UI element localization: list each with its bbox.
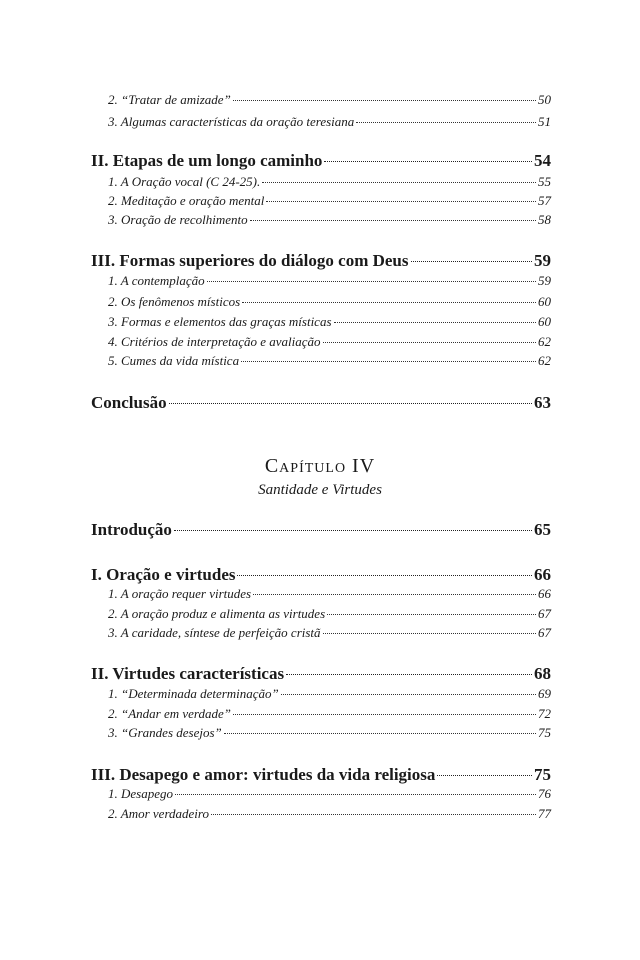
toc-subentry bbox=[108, 273, 551, 289]
entry-page: 77 bbox=[538, 806, 551, 821]
dot-leader bbox=[233, 100, 536, 101]
toc-subentry bbox=[108, 212, 551, 228]
entry-title: 2. A oração produz e alimenta as virtudes bbox=[108, 606, 326, 621]
dot-leader bbox=[175, 794, 536, 795]
toc-section-entry bbox=[91, 565, 551, 585]
toc-subentry bbox=[108, 353, 551, 369]
entry-page: 75 bbox=[538, 725, 551, 740]
toc-subentry bbox=[108, 686, 551, 702]
entry-title: 1. Desapego bbox=[108, 786, 173, 801]
dot-leader bbox=[169, 403, 532, 404]
entry-page: 57 bbox=[538, 193, 551, 208]
dot-leader bbox=[224, 733, 536, 734]
toc-section-entry bbox=[91, 664, 551, 684]
dot-leader bbox=[242, 302, 536, 303]
toc-subentry bbox=[108, 314, 551, 330]
entry-title: 3. Algumas características da oração teresiana bbox=[108, 114, 355, 129]
dot-leader bbox=[253, 594, 536, 595]
toc-section-entry bbox=[91, 151, 551, 171]
section-page: 59 bbox=[534, 251, 551, 270]
entry-title: 5. Cumes da vida mística bbox=[108, 353, 240, 368]
entry-title: 4. Critérios de interpretação e avaliação bbox=[108, 334, 321, 349]
section-title: III. Desapego e amor: virtudes da vida religiosa bbox=[91, 765, 436, 784]
dot-leader bbox=[411, 261, 533, 262]
entry-title: 1. A contemplação bbox=[108, 273, 205, 288]
toc-subentry bbox=[108, 114, 551, 130]
toc-subentry bbox=[108, 294, 551, 310]
section-page: 65 bbox=[534, 520, 551, 539]
toc-subentry bbox=[108, 725, 551, 741]
entry-title: 2. Os fenômenos místicos bbox=[108, 294, 241, 309]
entry-title: 3. “Grandes desejos” bbox=[108, 725, 222, 740]
toc-subentry bbox=[108, 334, 551, 350]
dot-leader bbox=[327, 614, 536, 615]
section-page: 54 bbox=[534, 151, 551, 170]
dot-leader bbox=[233, 714, 536, 715]
dot-leader bbox=[174, 530, 532, 531]
section-page: 75 bbox=[534, 765, 551, 784]
entry-page: 72 bbox=[538, 706, 551, 721]
section-title: III. Formas superiores do diálogo com Deus bbox=[91, 251, 409, 270]
entry-title: 3. Formas e elementos das graças místicas bbox=[108, 314, 332, 329]
entry-page: 67 bbox=[538, 606, 551, 621]
dot-leader bbox=[324, 161, 532, 162]
dot-leader bbox=[262, 182, 536, 183]
entry-page: 67 bbox=[538, 625, 551, 640]
section-title: II. Etapas de um longo caminho bbox=[91, 151, 323, 170]
entry-page: 66 bbox=[538, 586, 551, 601]
entry-page: 62 bbox=[538, 334, 551, 349]
toc-subentry bbox=[108, 92, 551, 108]
section-title: Conclusão bbox=[91, 393, 167, 412]
dot-leader bbox=[237, 575, 532, 576]
dot-leader bbox=[266, 201, 536, 202]
toc-section-entry bbox=[91, 520, 551, 540]
toc-subentry bbox=[108, 193, 551, 209]
entry-title: 2. “Tratar de amizade” bbox=[108, 92, 231, 107]
section-title: II. Virtudes características bbox=[91, 664, 285, 683]
toc-section-entry bbox=[91, 765, 551, 785]
dot-leader bbox=[286, 674, 532, 675]
dot-leader bbox=[207, 281, 536, 282]
dot-leader bbox=[250, 220, 536, 221]
entry-title: 3. A caridade, síntese de perfeição cristã bbox=[108, 625, 321, 640]
entry-title: 1. A Oração vocal (C 24-25). bbox=[108, 174, 261, 189]
dot-leader bbox=[323, 633, 536, 634]
entry-page: 59 bbox=[538, 273, 551, 288]
entry-page: 55 bbox=[538, 174, 551, 189]
entry-title: 2. Meditação e oração mental bbox=[108, 193, 265, 208]
entry-title: 3. Oração de recolhimento bbox=[108, 212, 248, 227]
dot-leader bbox=[437, 775, 532, 776]
section-page: 63 bbox=[534, 393, 551, 412]
entry-page: 60 bbox=[538, 314, 551, 329]
toc-subentry bbox=[108, 625, 551, 641]
toc-section-entry bbox=[91, 251, 551, 271]
entry-page: 76 bbox=[538, 786, 551, 801]
toc-subentry bbox=[108, 174, 551, 190]
section-title: Introdução bbox=[91, 520, 172, 539]
dot-leader bbox=[211, 814, 536, 815]
entry-page: 51 bbox=[538, 114, 551, 129]
entry-page: 50 bbox=[538, 92, 551, 107]
entry-title: 2. “Andar em verdade” bbox=[108, 706, 232, 721]
entry-title: 1. “Determinada determinação” bbox=[108, 686, 279, 701]
entry-page: 69 bbox=[538, 686, 551, 701]
dot-leader bbox=[356, 122, 536, 123]
dot-leader bbox=[281, 694, 536, 695]
chapter-title: Capítulo IV bbox=[264, 455, 376, 477]
dot-leader bbox=[323, 342, 536, 343]
entry-page: 62 bbox=[538, 353, 551, 368]
chapter-subtitle: Santidade e Virtudes bbox=[258, 482, 382, 498]
dot-leader bbox=[334, 322, 536, 323]
entry-page: 60 bbox=[538, 294, 551, 309]
section-title: I. Oração e virtudes bbox=[91, 565, 236, 584]
toc-section-entry bbox=[91, 393, 551, 413]
section-page: 66 bbox=[534, 565, 551, 584]
entry-title: 1. A oração requer virtudes bbox=[108, 586, 252, 601]
entry-page: 58 bbox=[538, 212, 551, 227]
toc-subentry bbox=[108, 586, 551, 602]
toc-subentry bbox=[108, 806, 551, 822]
toc-subentry bbox=[108, 706, 551, 722]
toc-subentry bbox=[108, 786, 551, 802]
toc-subentry bbox=[108, 606, 551, 622]
dot-leader bbox=[241, 361, 536, 362]
entry-title: 2. Amor verdadeiro bbox=[108, 806, 209, 821]
section-page: 68 bbox=[534, 664, 551, 683]
